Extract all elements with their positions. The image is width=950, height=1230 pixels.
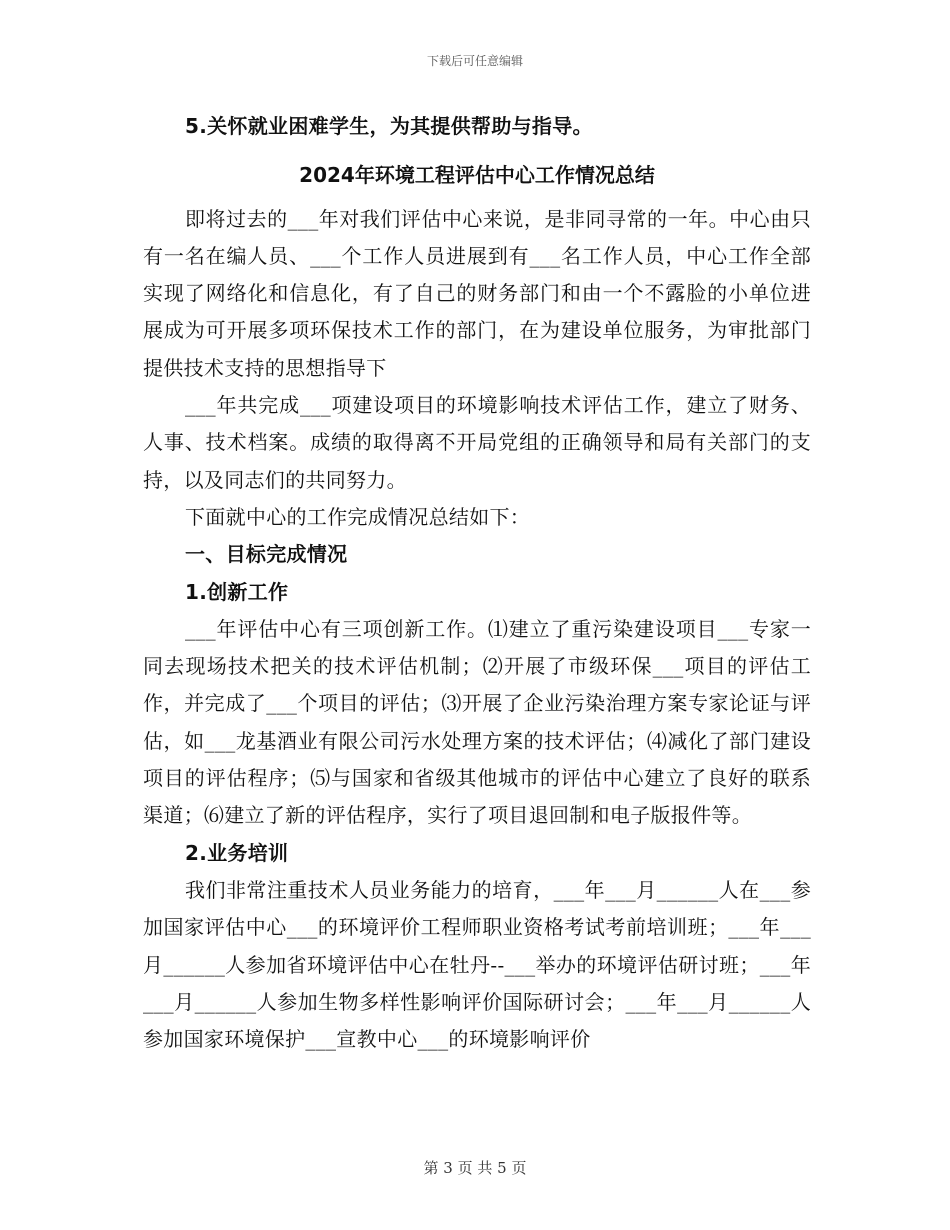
section-heading-goals: 一、目标完成情况 bbox=[185, 542, 348, 567]
paragraph-achievements: ___年共完成___项建设项目的环境影响技术评估工作，建立了财务、人事、技术档案。成绩的取得离不开局党组的正确领导和局有关部门的支持，以及同志们的共同努力。 bbox=[143, 393, 811, 492]
paragraph-innovation: ___年评估中心有三项创新工作。⑴建立了重污染建设项目___专家一同去现场技术把关的技术评估机制；⑵开展了市级环保___项目的评估工作，并完成了___个项目的评估；⑶开展了企业污染治理方案专家论证与评估，如___龙基酒业有限公司污水处理方案的技术评估；⑷减化了部门建设项目的评估程序；⑸与国家和省级其他城市的评估中心建立了良好的联系渠道；⑹建立了新的评估程序，实行了项目退回制和电子版报件等。 bbox=[143, 616, 811, 828]
paragraph-training: 我们非常注重技术人员业务能力的培育，___年___月______人在___参加国家评估中心___的环境评价工程师职业资格考试考前培训班；___年___月______人参加省环境评估中心在牡丹--___举办的环境评估研讨班；___年___月______人参加生物多样性影响评价国际研讨会；___年___月______人参加国家环境保护___宣教中心___的环境影响评价 bbox=[143, 877, 811, 1052]
document-title: 2024年环境工程评估中心工作情况总结 bbox=[299, 163, 655, 188]
page-header: 下载后可任意编辑 bbox=[426, 54, 523, 68]
paragraph-intro: 即将过去的___年对我们评估中心来说，是非同寻常的一年。中心由只有一名在编人员、___个工作人员进展到有___名工作人员，中心工作全部实现了网络化和信息化，有了自己的财务部门和由一个不露脸的小单位进展成为可开展多项环保技术工作的部门，在为建设单位服务，为审批部门提供技术支持的思想指导下 bbox=[143, 206, 811, 380]
document-body bbox=[143, 108, 811, 1058]
page-footer: 第 3 页 共 5 页 bbox=[423, 1159, 527, 1177]
top-heading: 5.关怀就业困难学生，为其提供帮助与指导。 bbox=[185, 114, 593, 138]
paragraph-summary-lead: 下面就中心的工作完成情况总结如下： bbox=[185, 504, 531, 529]
subheading-training: 2.业务培训 bbox=[185, 840, 289, 865]
subheading-innovation: 1.创新工作 bbox=[185, 579, 289, 604]
